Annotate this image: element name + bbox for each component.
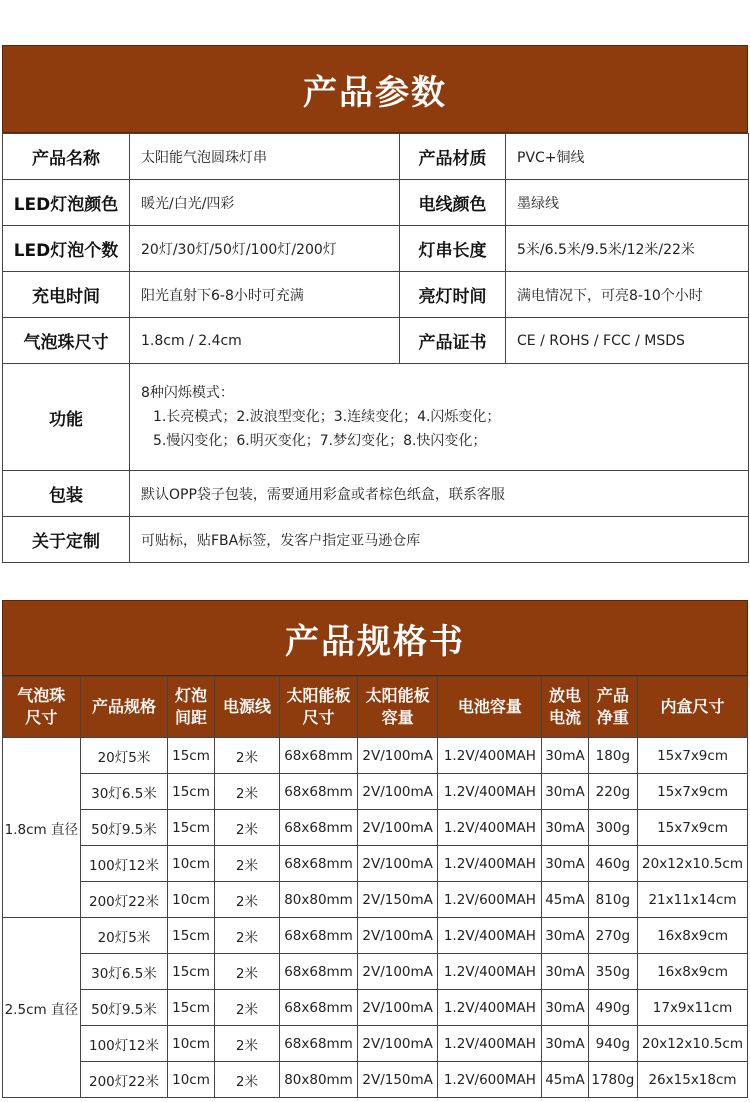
spec-cell: 30灯6.5米 [80,774,168,810]
spec-header-cell [542,677,588,738]
spec-cell: 1.2V/400MAH [438,774,542,810]
packaging-value: 默认OPP袋子包装，需要通用彩盒或者棕色纸盒，联系客服 [130,471,749,517]
spec-cell: 15x7x9cm [638,810,748,846]
param-label: LED灯泡个数 [3,226,130,272]
param-label: 产品证书 [400,318,506,364]
param-value: 暖光/白光/四彩 [130,180,400,226]
spec-header-text: 尺寸 [302,708,335,727]
spec-header-text: 电流 [548,708,581,727]
spec-header-cell [214,677,280,738]
packaging-row [3,471,749,517]
spec-cell: 2米 [214,1026,280,1062]
spec-header-text: 气泡珠 [17,686,66,705]
spec-cell: 2米 [214,882,280,918]
spec-header-cell [80,677,168,738]
custom-value: 可贴标，贴FBA标签，发客户指定亚马逊仓库 [130,517,749,563]
spec-cell: 26x15x18cm [638,1062,748,1098]
spec-cell: 30mA [542,918,588,954]
spec-cell: 20x12x10.5cm [638,846,748,882]
spec-cell: 180g [588,738,637,774]
spec-cell: 1.2V/400MAH [438,954,542,990]
spec-cell: 20x12x10.5cm [638,1026,748,1062]
spec-header-cell [3,677,81,738]
params-row [3,226,749,272]
spec-cell: 2V/100mA [357,1026,438,1062]
spec-row [3,918,748,954]
spec-cell: 50灯9.5米 [80,810,168,846]
param-value: 满电情况下，可亮8-10个小时 [506,272,749,318]
spec-header-cell [438,677,542,738]
spec-cell: 30mA [542,846,588,882]
spec-cell: 10cm [168,882,214,918]
spec-row [3,954,748,990]
spec-cell: 15cm [168,738,214,774]
spec-group-size: 2.5cm 直径 [3,918,81,1098]
spec-cell: 45mA [542,882,588,918]
spec-cell: 68x68mm [280,846,358,882]
custom-label: 关于定制 [3,517,130,563]
spec-header-text: 太阳能板 [365,686,430,705]
spec-cell: 1.2V/400MAH [438,990,542,1026]
spec-row [3,882,748,918]
spec-cell: 2V/100mA [357,954,438,990]
spec-cell: 50灯9.5米 [80,990,168,1026]
spec-cell: 2米 [214,846,280,882]
spec-cell: 100灯12米 [80,846,168,882]
spec-row [3,810,748,846]
spec-cell: 1.2V/600MAH [438,1062,542,1098]
spec-header-text: 电池容量 [457,697,522,716]
spec-cell: 68x68mm [280,954,358,990]
spec-cell: 200灯22米 [80,882,168,918]
specs-header-row [3,677,748,738]
spec-cell: 1780g [588,1062,637,1098]
spec-cell: 45mA [542,1062,588,1098]
spec-cell: 460g [588,846,637,882]
spec-cell: 2V/100mA [357,774,438,810]
spec-header-cell [357,677,438,738]
spec-cell: 68x68mm [280,774,358,810]
param-label: 灯串长度 [400,226,506,272]
params-title: 产品参数 [303,72,447,113]
param-value: PVC+铜线 [506,134,749,180]
spec-cell: 2V/100mA [357,990,438,1026]
spec-cell: 270g [588,918,637,954]
spec-cell: 80x80mm [280,1062,358,1098]
spec-cell: 2米 [214,990,280,1026]
spec-cell: 30mA [542,738,588,774]
spec-cell: 30mA [542,810,588,846]
param-value: 阳光直射下6-8小时可充满 [130,272,400,318]
spec-cell: 2米 [214,954,280,990]
custom-row [3,517,749,563]
spec-cell: 10cm [168,846,214,882]
spec-header-text: 净重 [596,708,629,727]
spec-cell: 68x68mm [280,1026,358,1062]
spec-cell: 15cm [168,774,214,810]
spec-cell: 2米 [214,918,280,954]
spec-group-size: 1.8cm 直径 [3,738,81,918]
spec-cell: 2米 [214,1062,280,1098]
params-row [3,180,749,226]
spec-header-text: 灯泡 [175,686,208,705]
spec-cell: 200灯22米 [80,1062,168,1098]
spec-header-text: 放电 [548,686,581,705]
spec-cell: 20灯5米 [80,738,168,774]
params-row [3,272,749,318]
specs-title: 产品规格书 [285,621,465,662]
spec-cell: 1.2V/400MAH [438,1026,542,1062]
function-line: 1.长亮模式；2.波浪型变化；3.连续变化；4.闪烁变化； [153,409,501,425]
spec-cell: 15x7x9cm [638,774,748,810]
param-label: 气泡珠尺寸 [3,318,130,364]
spec-cell: 68x68mm [280,810,358,846]
spec-cell: 30mA [542,774,588,810]
param-label: 亮灯时间 [400,272,506,318]
spec-cell: 2V/100mA [357,738,438,774]
spec-cell: 1.2V/400MAH [438,810,542,846]
spec-header-text: 产品 [596,686,629,705]
param-value: 1.8cm / 2.4cm [130,318,400,364]
spec-cell: 350g [588,954,637,990]
spec-cell: 1.2V/600MAH [438,882,542,918]
packaging-label: 包装 [3,471,130,517]
spec-row [3,990,748,1026]
spec-cell: 15cm [168,990,214,1026]
spec-row [3,1062,748,1098]
spec-cell: 2V/100mA [357,918,438,954]
spec-cell: 80x80mm [280,882,358,918]
param-label: 充电时间 [3,272,130,318]
param-label: 产品材质 [400,134,506,180]
spec-cell: 810g [588,882,637,918]
spec-header-cell [588,677,637,738]
param-label: LED灯泡颜色 [3,180,130,226]
function-line: 5.慢闪变化；6.明灭变化；7.梦幻变化；8.快闪变化； [153,433,487,449]
spec-cell: 2米 [214,810,280,846]
spec-header-text: 内盒尺寸 [660,697,725,716]
spec-cell: 21x11x14cm [638,882,748,918]
spec-cell: 2米 [214,774,280,810]
function-row [3,364,749,471]
spec-cell: 68x68mm [280,918,358,954]
spec-header-text: 产品规格 [91,697,156,716]
spec-cell: 2V/100mA [357,810,438,846]
spec-header-text: 容量 [381,708,414,727]
spec-cell: 1.2V/400MAH [438,738,542,774]
param-label: 电线颜色 [400,180,506,226]
spec-header-cell [638,677,748,738]
spec-header-text: 太阳能板 [286,686,351,705]
spec-cell: 100灯12米 [80,1026,168,1062]
spec-header-cell [280,677,358,738]
spec-row [3,774,748,810]
spec-header-text: 尺寸 [25,708,58,727]
param-value: 20灯/30灯/50灯/100灯/200灯 [130,226,400,272]
spec-header-text: 电源线 [222,697,271,716]
spec-cell: 1.2V/400MAH [438,846,542,882]
spec-cell: 1.2V/400MAH [438,918,542,954]
params-row [3,318,749,364]
spec-cell: 17x9x11cm [638,990,748,1026]
spec-cell: 490g [588,990,637,1026]
param-value: CE / ROHS / FCC / MSDS [506,318,749,364]
spec-cell: 16x8x9cm [638,918,748,954]
params-table [2,133,749,563]
param-label: 产品名称 [3,134,130,180]
params-row [3,134,749,180]
param-value: 太阳能气泡圆珠灯串 [130,134,400,180]
spec-cell: 940g [588,1026,637,1062]
spec-cell: 68x68mm [280,990,358,1026]
params-title-banner [2,45,748,133]
spec-cell: 2V/150mA [357,882,438,918]
spec-cell: 16x8x9cm [638,954,748,990]
param-value: 5米/6.5米/9.5米/12米/22米 [506,226,749,272]
spec-cell: 10cm [168,1026,214,1062]
param-value: 墨绿线 [506,180,749,226]
spec-cell: 15x7x9cm [638,738,748,774]
function-line: 8种闪烁模式： [141,385,234,401]
spec-cell: 2V/150mA [357,1062,438,1098]
spec-cell: 15cm [168,954,214,990]
spec-cell: 2米 [214,738,280,774]
spec-row [3,846,748,882]
spec-row [3,738,748,774]
spec-cell: 2V/100mA [357,846,438,882]
spec-cell: 15cm [168,810,214,846]
spec-cell: 20灯5米 [80,918,168,954]
spec-cell: 68x68mm [280,738,358,774]
spec-cell: 30mA [542,1026,588,1062]
spec-cell: 300g [588,810,637,846]
spec-cell: 30灯6.5米 [80,954,168,990]
spec-cell: 15cm [168,918,214,954]
specs-title-banner [2,600,748,676]
spec-cell: 220g [588,774,637,810]
specs-table [2,676,748,1098]
function-value [130,364,749,471]
function-label: 功能 [3,364,130,471]
spec-cell: 30mA [542,990,588,1026]
spec-header-text: 间距 [175,708,208,727]
spec-header-cell [168,677,214,738]
spec-cell: 30mA [542,954,588,990]
spec-cell: 10cm [168,1062,214,1098]
spec-row [3,1026,748,1062]
